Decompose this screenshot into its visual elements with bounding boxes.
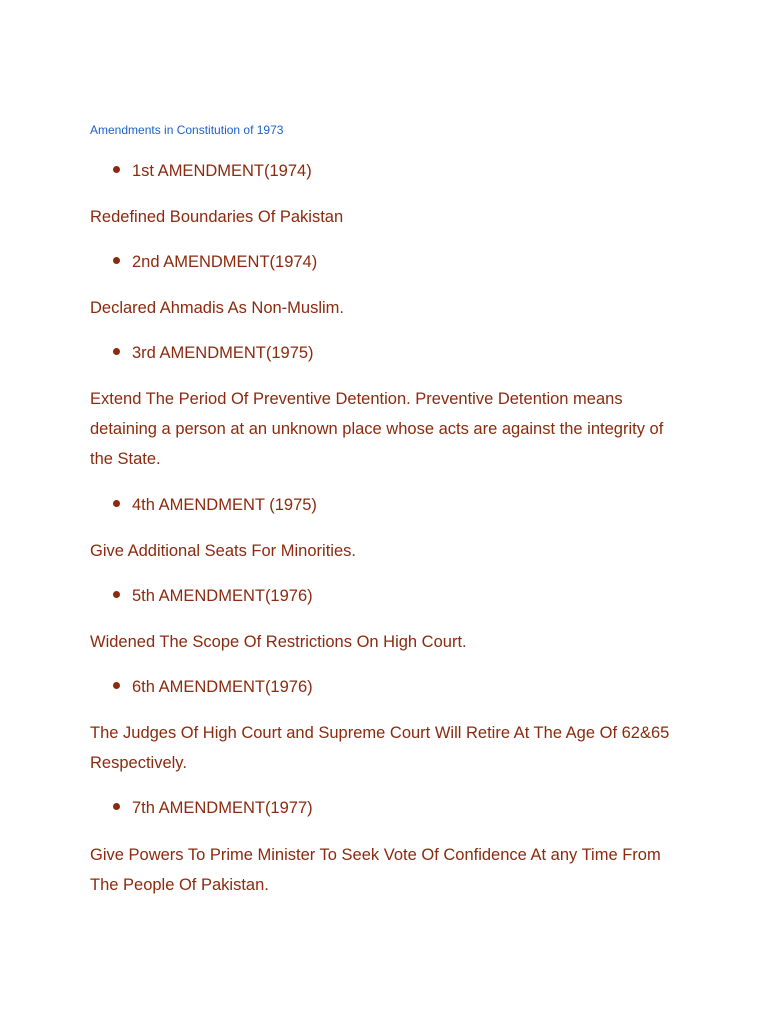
amendment-description-6: The Judges Of High Court and Supreme Court Will Retire At The Age Of 62&65 Respectively. xyxy=(90,724,670,772)
amendment-heading-4 xyxy=(113,495,317,515)
amendment-heading-6 xyxy=(113,677,313,697)
amendment-heading-label: 3rd AMENDMENT(1975) xyxy=(132,344,314,362)
amendment-heading-7 xyxy=(113,798,313,818)
amendment-description-2: Declared Ahmadis As Non-Muslim. xyxy=(90,299,345,317)
bullet-icon xyxy=(113,500,120,507)
amendment-heading-2 xyxy=(113,252,317,272)
bullet-icon xyxy=(113,166,120,173)
document-title: Amendments in Constitution of 1973 xyxy=(90,123,284,137)
amendment-description-7: Give Powers To Prime Minister To Seek Vote Of Confidence At any Time From The People Of Pakistan. xyxy=(90,846,661,894)
amendment-heading-1 xyxy=(113,161,312,181)
amendment-description-5: Widened The Scope Of Restrictions On High Court. xyxy=(90,633,467,651)
amendment-heading-3 xyxy=(113,343,314,363)
amendment-heading-label: 5th AMENDMENT(1976) xyxy=(132,587,313,605)
amendment-heading-label: 2nd AMENDMENT(1974) xyxy=(132,253,318,271)
amendment-heading-label: 4th AMENDMENT (1975) xyxy=(132,496,317,514)
bullet-icon xyxy=(113,591,120,598)
amendment-heading-5 xyxy=(113,586,313,606)
amendment-heading-label: 1st AMENDMENT(1974) xyxy=(132,162,312,180)
amendment-description-1: Redefined Boundaries Of Pakistan xyxy=(90,208,344,226)
bullet-icon xyxy=(113,257,120,264)
amendment-heading-label: 6th AMENDMENT(1976) xyxy=(132,678,313,696)
amendment-description-4: Give Additional Seats For Minorities. xyxy=(90,542,356,560)
bullet-icon xyxy=(113,348,120,355)
amendment-heading-label: 7th AMENDMENT(1977) xyxy=(132,799,313,817)
bullet-icon xyxy=(113,682,120,689)
bullet-icon xyxy=(113,803,120,810)
amendment-description-3: Extend The Period Of Preventive Detention. Preventive Detention means detaining a person at an unknown place whose acts are against the integrity of the State. xyxy=(90,390,664,468)
